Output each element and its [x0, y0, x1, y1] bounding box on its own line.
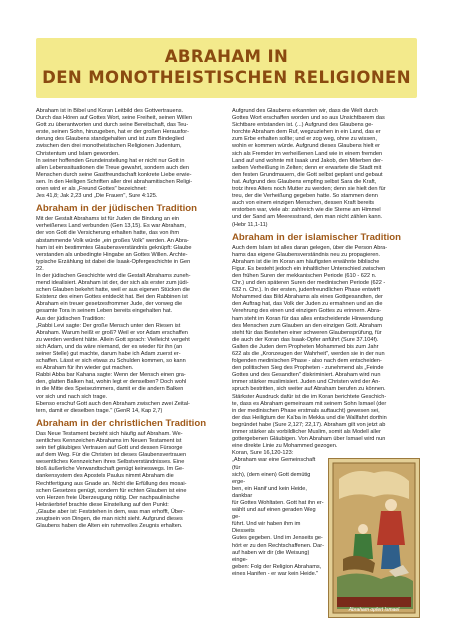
title-line-2: DEN MONOTHEISTISCHEN RELIGIONEN — [42, 68, 411, 87]
title-banner — [36, 38, 417, 98]
islamic-tradition-text: Auch dem Islam ist alles daran gelegen, über die Person Abra- hams das eigene Glaubensverständnis neu zu propagieren. Abraham ist die im Koran am häufigsten erwähnte biblische Figur. Es besteht jedoch ein inhaltlicher Unterschied zwischen den frühen Suren der mekkanischen Periode (610 - 622 n. Chr.) und den späteren Suren der medinischen Periode (622 - 632 n. Chr.). In der ersten, judenfreundlichen Phase entwirft Mohammed das Bild Abrahams als eines Gottgesandten, der den Auftrag hat, das Volk der Juden zu ermahnen und an die Verehrung des einen und einzigen Gottes zu erinnern. Abra- ham steht im Koran für das alles entscheidende Hinwendung des Menschen zum Glauben an den einzigen Gott. Abraham steht für das Bestehen einer schweren Glaubensprüfung, für die auch der Koran das Isaak-Opfer anführt (Sure 37.104f). Galten die Juden dem Propheten Mohammed bis zum Jahr 622 als die „Kronzeugen der Wahrheit", werden sie in der nun folgenden medinischen Phase - also nach dem entscheiden- den politischen Sieg des Propheten - zunehmend als „Feinde Gottes und des Gesandten" diskriminiert. Abraham wird nun immer stärker muslimisiert. Juden und Christen wird der An- spruch bestritten, sich weiter auf Abraham berufen zu können. Stärkster Ausdruck dafür ist die im Koran berichtete Geschich- te, dass es Abraham gemeinsam mit seinem Sohn Ismael (der in der medinischen Phase erstmals auftaucht) gewesen sei, der das Heiligtum der Ka'ba in Mekka und die Wallfahrt dorthin begründet habe (Sure 2,127; 22,17). Abraham gilt von jetzt ab immer stärker als vorbildlicher Muslim, somit als Modell aller gottergebenen Gläubigen. Von Abraham über Ismael wird nun eine direkte Linie zu Mohammed gezogen. Koran, Sure 16,120-123: — [232, 244, 388, 457]
heading-jewish-tradition: Abraham in der jüdischen Tradition — [36, 203, 197, 215]
miniature-image — [329, 459, 419, 617]
christian-tradition-text: Das Neue Testament bezieht sich häufig auf Abraham. We- sentliches Kennzeichen Abrahams im Neuen Testament ist sein tief gläubiges Vertrauen auf Gott und dessen Fürsorge auf dem Weg. Für die Christen ist dieses Glaubensvertrauen wesentliches Kennzeichen ihres Selbstverständnisses. Eine bloß äußerliche Verwandtschaft genügt keineswegs. Im Ge- dankensystem des Apostels Paulus nimmt Abraham die Rechtfertigung aus Gnade an. Nicht die Erfüllung des mosai- schen Gesetzes genügt, sondern für echten Glauben ist eine von Herzen freie Überzeugung nötig. Der nachpaulinische Hebräerbrief brachte diese Einstellung auf den Punkt: „Glaube aber ist: Feststehen in dem, was man erhofft, Über- zeugtsein von Dingen, die man nicht sieht. Aufgrund dieses Glaubens haben die Alten ein ruhmvolles Zeugnis erhalten. — [36, 430, 187, 530]
intro-paragraph: Abraham ist in Bibel und Koran Leitbild des Gottvertrauens. Durch das Hören auf Gottes Wort, seine Freiheit, seinen Willen Gott zu überantworten und durch seine Bereitschaft, das Teu- erste, seinen Sohn, hinzugeben, hat er der großen Herausfor- derung des Glaubens standgehalten und ist zum Bindeglied zwischen den drei monotheistischen Religionen Judentum, Christentum und Islam geworden. In seiner hoffenden Grundeinstellung hat er nicht nur Gott in allen Lebenssituationen die Treue gewahrt, sondern auch den Menschen durch seine Gastfreundschaft konkrete Liebe erwie- sen. In den Heiligen Schriften aller drei abrahamitischen Religi- onen wird er als „Freund Gottes" bezeichnet: Jes 41,8; Jak 2,23 und „Die Frauen", Sure 4:125. — [36, 108, 193, 200]
koran-quote-text: „Abraham war eine Gemeinschaft (für sich), (dem einen) Gott demütig erge- ben, ein Hanif und kein Heide, dankbar für Gottes Wohltaten. Gott hat ihn er- wählt und auf einen geraden Weg ge- führt. Und wir haben ihm im Diesseits Gutes gegeben. Und im Jenseits ge- hört er zu den Rechtschaffenen. Dar- auf haben wir dir (die Weisung) einge- geben: Folg der Religion Abrahams, eines Hanifen - er war kein Heide." — [232, 457, 324, 577]
left-column — [36, 108, 224, 530]
title-line-1: ABRAHAM IN — [164, 47, 289, 66]
miniature-illustration — [328, 458, 420, 618]
jewish-tradition-text: Mit der Gestalt Abrahams ist für Juden die Bindung an ein verheißenes Land verbunden (Gen 13,15). Es war Abraham, der von Gott die Versicherung erhalten hatte, das von ihm abstammende Volk würde „ein großes Volk" werden. An Abra- ham ist ein bestimmtes Glaubensverständnis geknüpft: Glaube verstanden als unbedingte Hingabe an Gottes Willen. Archte- typische Erzählung ist dabei die Isaak-Opfergeschichte in Gen 22. In der jüdischen Geschichte wird die Gestalt Abrahams zuneh- mend idealisiert. Abraham ist der, der sich als erster zum jüdi- schen Glauben bekehrt hatte, weil er aus eigenen Stücken die Existenz des einen Gottes entdeckt hat. Bei den Rabbinen ist Abraham ein treuer gesetzesfrommer Jude, der vorweg die gesamte Tora in seinem Leben bereits eingehalten hat. Aus der jüdischen Tradition: „Rabbi Levi sagte: Der große Mensch unter den Riesen ist Abraham. Warum heißt er groß? Weil er vor Adam erschaffen zu werden verdient hätte. Allein Gott sprach: Vielleicht vergeht sich Adam, und da wäre niemand, der es wieder für ihn (an seiner Stelle) gut machte, darum habe ich Adam zuerst er- schaffen. Lässt er sich etwas zu Schulden kommen, so kann es Abraham für ihn wieder gut machen. Rabbi Abba bar Kahana sagte: Wenn der Mensch einen gra- den, glatten Balken hat, wohin legt er denselben? Doch wohl in die Mitte des Speisezimmers, damit er die andern Balken vor sich und nach sich trage. Ebenso erschuf Gott auch den Abraham zwischen zwei Zeital- tern, damit er dieselben trage." (GenR 14, Kap 2,7) — [36, 216, 192, 414]
heading-christian-tradition: Abraham in der christlichen Tradition — [36, 417, 207, 429]
quote-with-figure — [232, 457, 420, 619]
figure-caption: Abraham opfert Ismael — [348, 607, 400, 614]
right-column — [232, 108, 420, 619]
heading-islamic-tradition: Abraham in der islamischer Tradition — [232, 231, 402, 243]
hebrews-quote-text: Aufgrund des Glaubens erkannten wir, dass die Welt durch Gottes Wort erschaffen worden und so aus Unsichtbarem das Sichtbare entstanden ist. (...) Aufgrund des Glaubens ge- horchte Abraham dem Ruf, wegzuziehen in ein Land, das er zum Erbe erhalten sollte; und er zog weg, ohne zu wissen, wohin er kommen würde. Aufgrund dieses Glaubens hielt er sich als Fremder im verheißenen Land wie in einem fremden Land auf und wohnte mit Isaak und Jakob, den Miterben der- selben Verheißung in Zelten; denn er erwartete die Stadt mit den festen Grundmauern, die Gott selbst geplant und gebaut hat. Aufgrund des Glaubens empfing selbst Sara die Kraft, trotz ihres Alters noch Mutter zu werden; denn sie hielt den für treu, der die Verheißung gegeben hatte. So stammen denn auch von einem einzigen Menschen, dessen Kraft bereits erstorben war, viele ab: zahlreich wie die Sterne am Himmel und der Sand am Meeresstrand, den man nicht zählen kann. (Hebr 11,1-11) — [232, 108, 386, 228]
